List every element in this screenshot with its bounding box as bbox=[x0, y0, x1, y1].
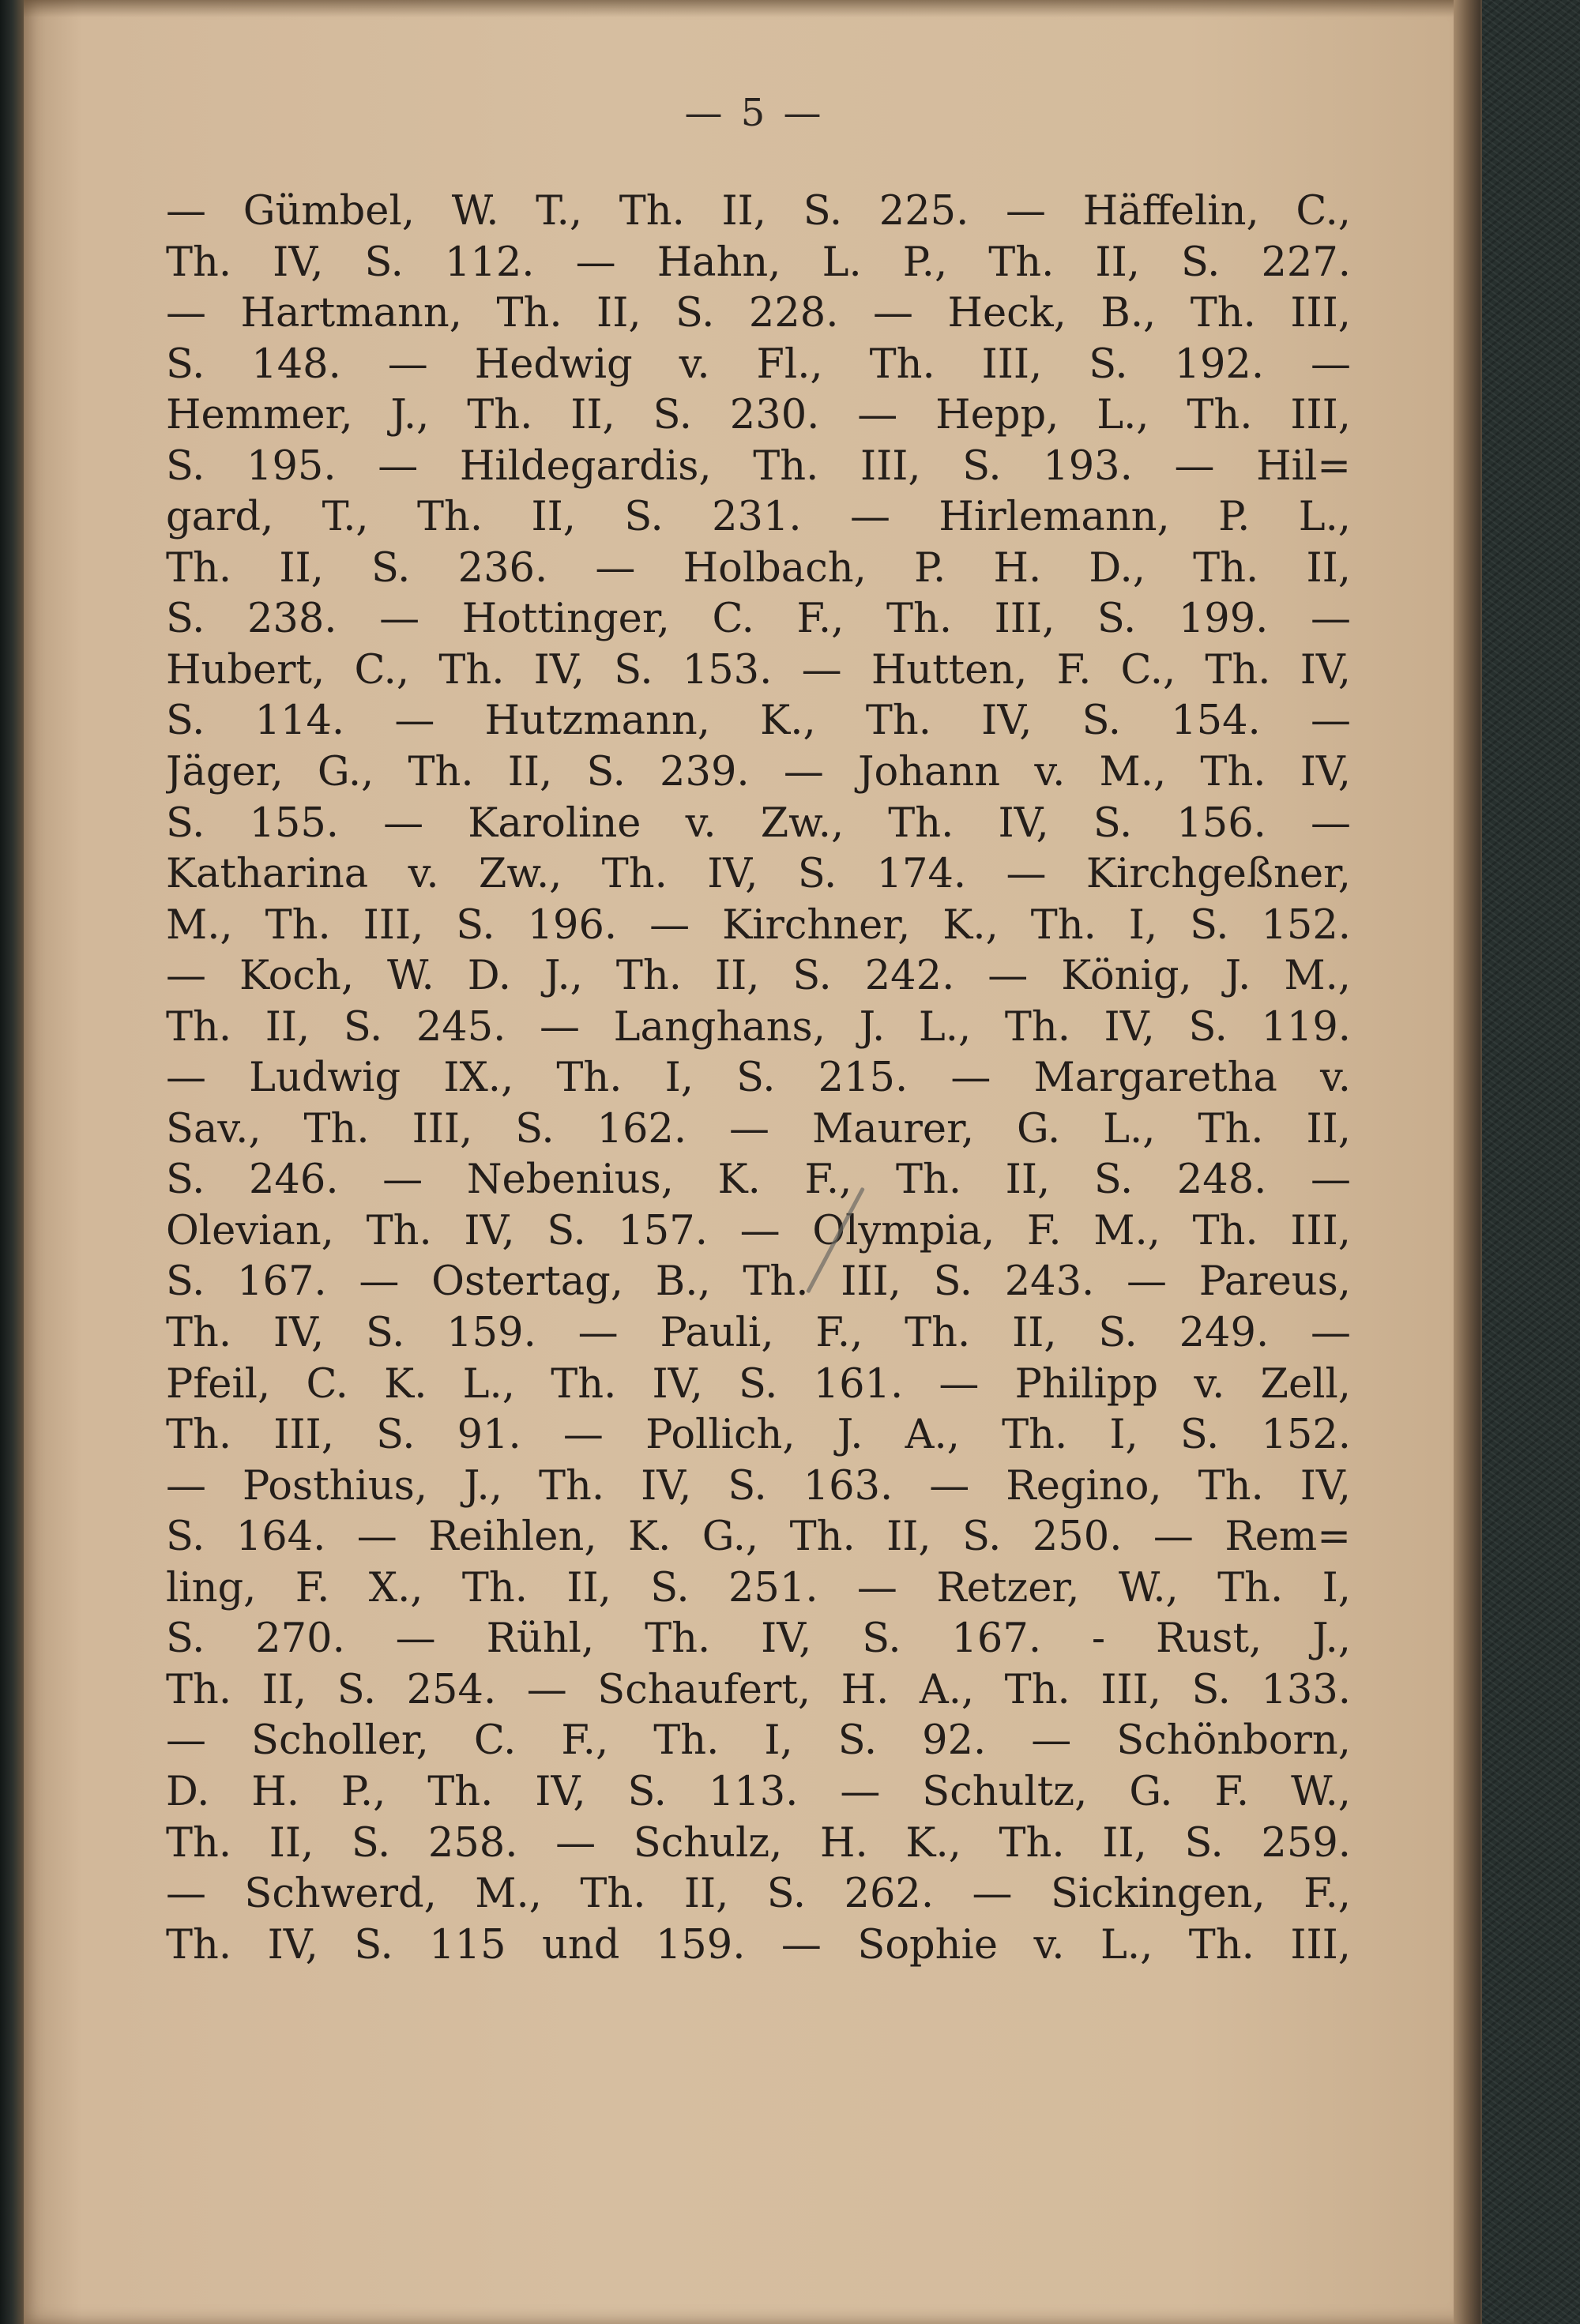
text-line: Katharina v. Zw., Th. IV, S. 174. — Kirchgeßner, bbox=[166, 851, 1351, 898]
text-line: Olevian, Th. IV, S. 157. — Olympia, F. M., Th. III, bbox=[166, 1207, 1351, 1254]
text-line: Th. IV, S. 115 und 159. — Sophie v. L., Th. III, bbox=[166, 1921, 1351, 1969]
left-page-edge bbox=[0, 0, 27, 2324]
page-gutter bbox=[1454, 0, 1482, 2324]
text-line: — Gümbel, W. T., Th. II, S. 225. — Häffelin, C., bbox=[166, 188, 1351, 235]
index-text-block bbox=[166, 186, 1351, 1971]
text-line: S. 270. — Rühl, Th. IV, S. 167. - Rust, J., bbox=[166, 1615, 1351, 1663]
text-line: — Ludwig IX., Th. I, S. 215. — Margaretha v. bbox=[166, 1055, 1351, 1102]
text-line: Th. II, S. 258. — Schulz, H. K., Th. II, S. 259. bbox=[166, 1819, 1351, 1867]
text-line: — Scholler, C. F., Th. I, S. 92. — Schönborn, bbox=[166, 1717, 1351, 1765]
text-line: Th. III, S. 91. — Pollich, J. A., Th. I, S. 152. bbox=[166, 1412, 1351, 1459]
text-line: S. 114. — Hutzmann, K., Th. IV, S. 154. — bbox=[166, 698, 1351, 745]
text-line: — Hartmann, Th. II, S. 228. — Heck, B., Th. III, bbox=[166, 290, 1351, 337]
text-line: S. 238. — Hottinger, C. F., Th. III, S. 199. — bbox=[166, 596, 1351, 643]
text-line: Th. IV, S. 159. — Pauli, F., Th. II, S. 249. — bbox=[166, 1310, 1351, 1357]
text-line: Hubert, C., Th. IV, S. 153. — Hutten, F. C., Th. IV, bbox=[166, 646, 1351, 694]
text-line: gard, T., Th. II, S. 231. — Hirlemann, P. L., bbox=[166, 494, 1351, 541]
text-line: D. H. P., Th. IV, S. 113. — Schultz, G. F. W., bbox=[166, 1768, 1351, 1815]
text-line: Hemmer, J., Th. II, S. 230. — Hepp, L., Th. III, bbox=[166, 392, 1351, 439]
text-line: Th. IV, S. 112. — Hahn, L. P., Th. II, S. 227. bbox=[166, 239, 1351, 286]
text-line: ling, F. X., Th. II, S. 251. — Retzer, W., Th. I, bbox=[166, 1564, 1351, 1611]
text-line: S. 148. — Hedwig v. Fl., Th. III, S. 192. — bbox=[166, 340, 1351, 388]
page-number: — 5 — bbox=[684, 91, 825, 135]
text-line: S. 246. — Nebenius, K. F., Th. II, S. 248. — bbox=[166, 1156, 1351, 1204]
text-line: S. 195. — Hildegardis, Th. III, S. 193. — Hil= bbox=[166, 442, 1351, 490]
text-line: Sav., Th. III, S. 162. — Maurer, G. L., Th. II, bbox=[166, 1105, 1351, 1153]
text-line: — Koch, W. D. J., Th. II, S. 242. — König, J. M., bbox=[166, 953, 1351, 1000]
text-line: M., Th. III, S. 196. — Kirchner, K., Th. I, S. 152. bbox=[166, 901, 1351, 949]
text-line: — Schwerd, M., Th. II, S. 262. — Sickingen, F., bbox=[166, 1871, 1351, 1918]
text-line: Jäger, G., Th. II, S. 239. — Johann v. M., Th. IV, bbox=[166, 749, 1351, 796]
text-line: S. 155. — Karoline v. Zw., Th. IV, S. 156. — bbox=[166, 799, 1351, 847]
text-line: Pfeil, C. K. L., Th. IV, S. 161. — Philipp v. Zell, bbox=[166, 1360, 1351, 1408]
book-cover bbox=[1482, 0, 1580, 2324]
text-line: S. 167. — Ostertag, B., Th. III, S. 243. — Pareus, bbox=[166, 1258, 1351, 1306]
text-line: S. 164. — Reihlen, K. G., Th. II, S. 250. — Rem= bbox=[166, 1514, 1351, 1561]
text-line: Th. II, S. 254. — Schaufert, H. A., Th. III, S. 133. bbox=[166, 1666, 1351, 1713]
text-line: Th. II, S. 245. — Langhans, J. L., Th. IV, S. 119. bbox=[166, 1003, 1351, 1051]
text-line: Th. II, S. 236. — Holbach, P. H. D., Th. II, bbox=[166, 544, 1351, 592]
page-top-shadow bbox=[24, 0, 1477, 17]
text-line: — Posthius, J., Th. IV, S. 163. — Regino, Th. IV, bbox=[166, 1462, 1351, 1510]
